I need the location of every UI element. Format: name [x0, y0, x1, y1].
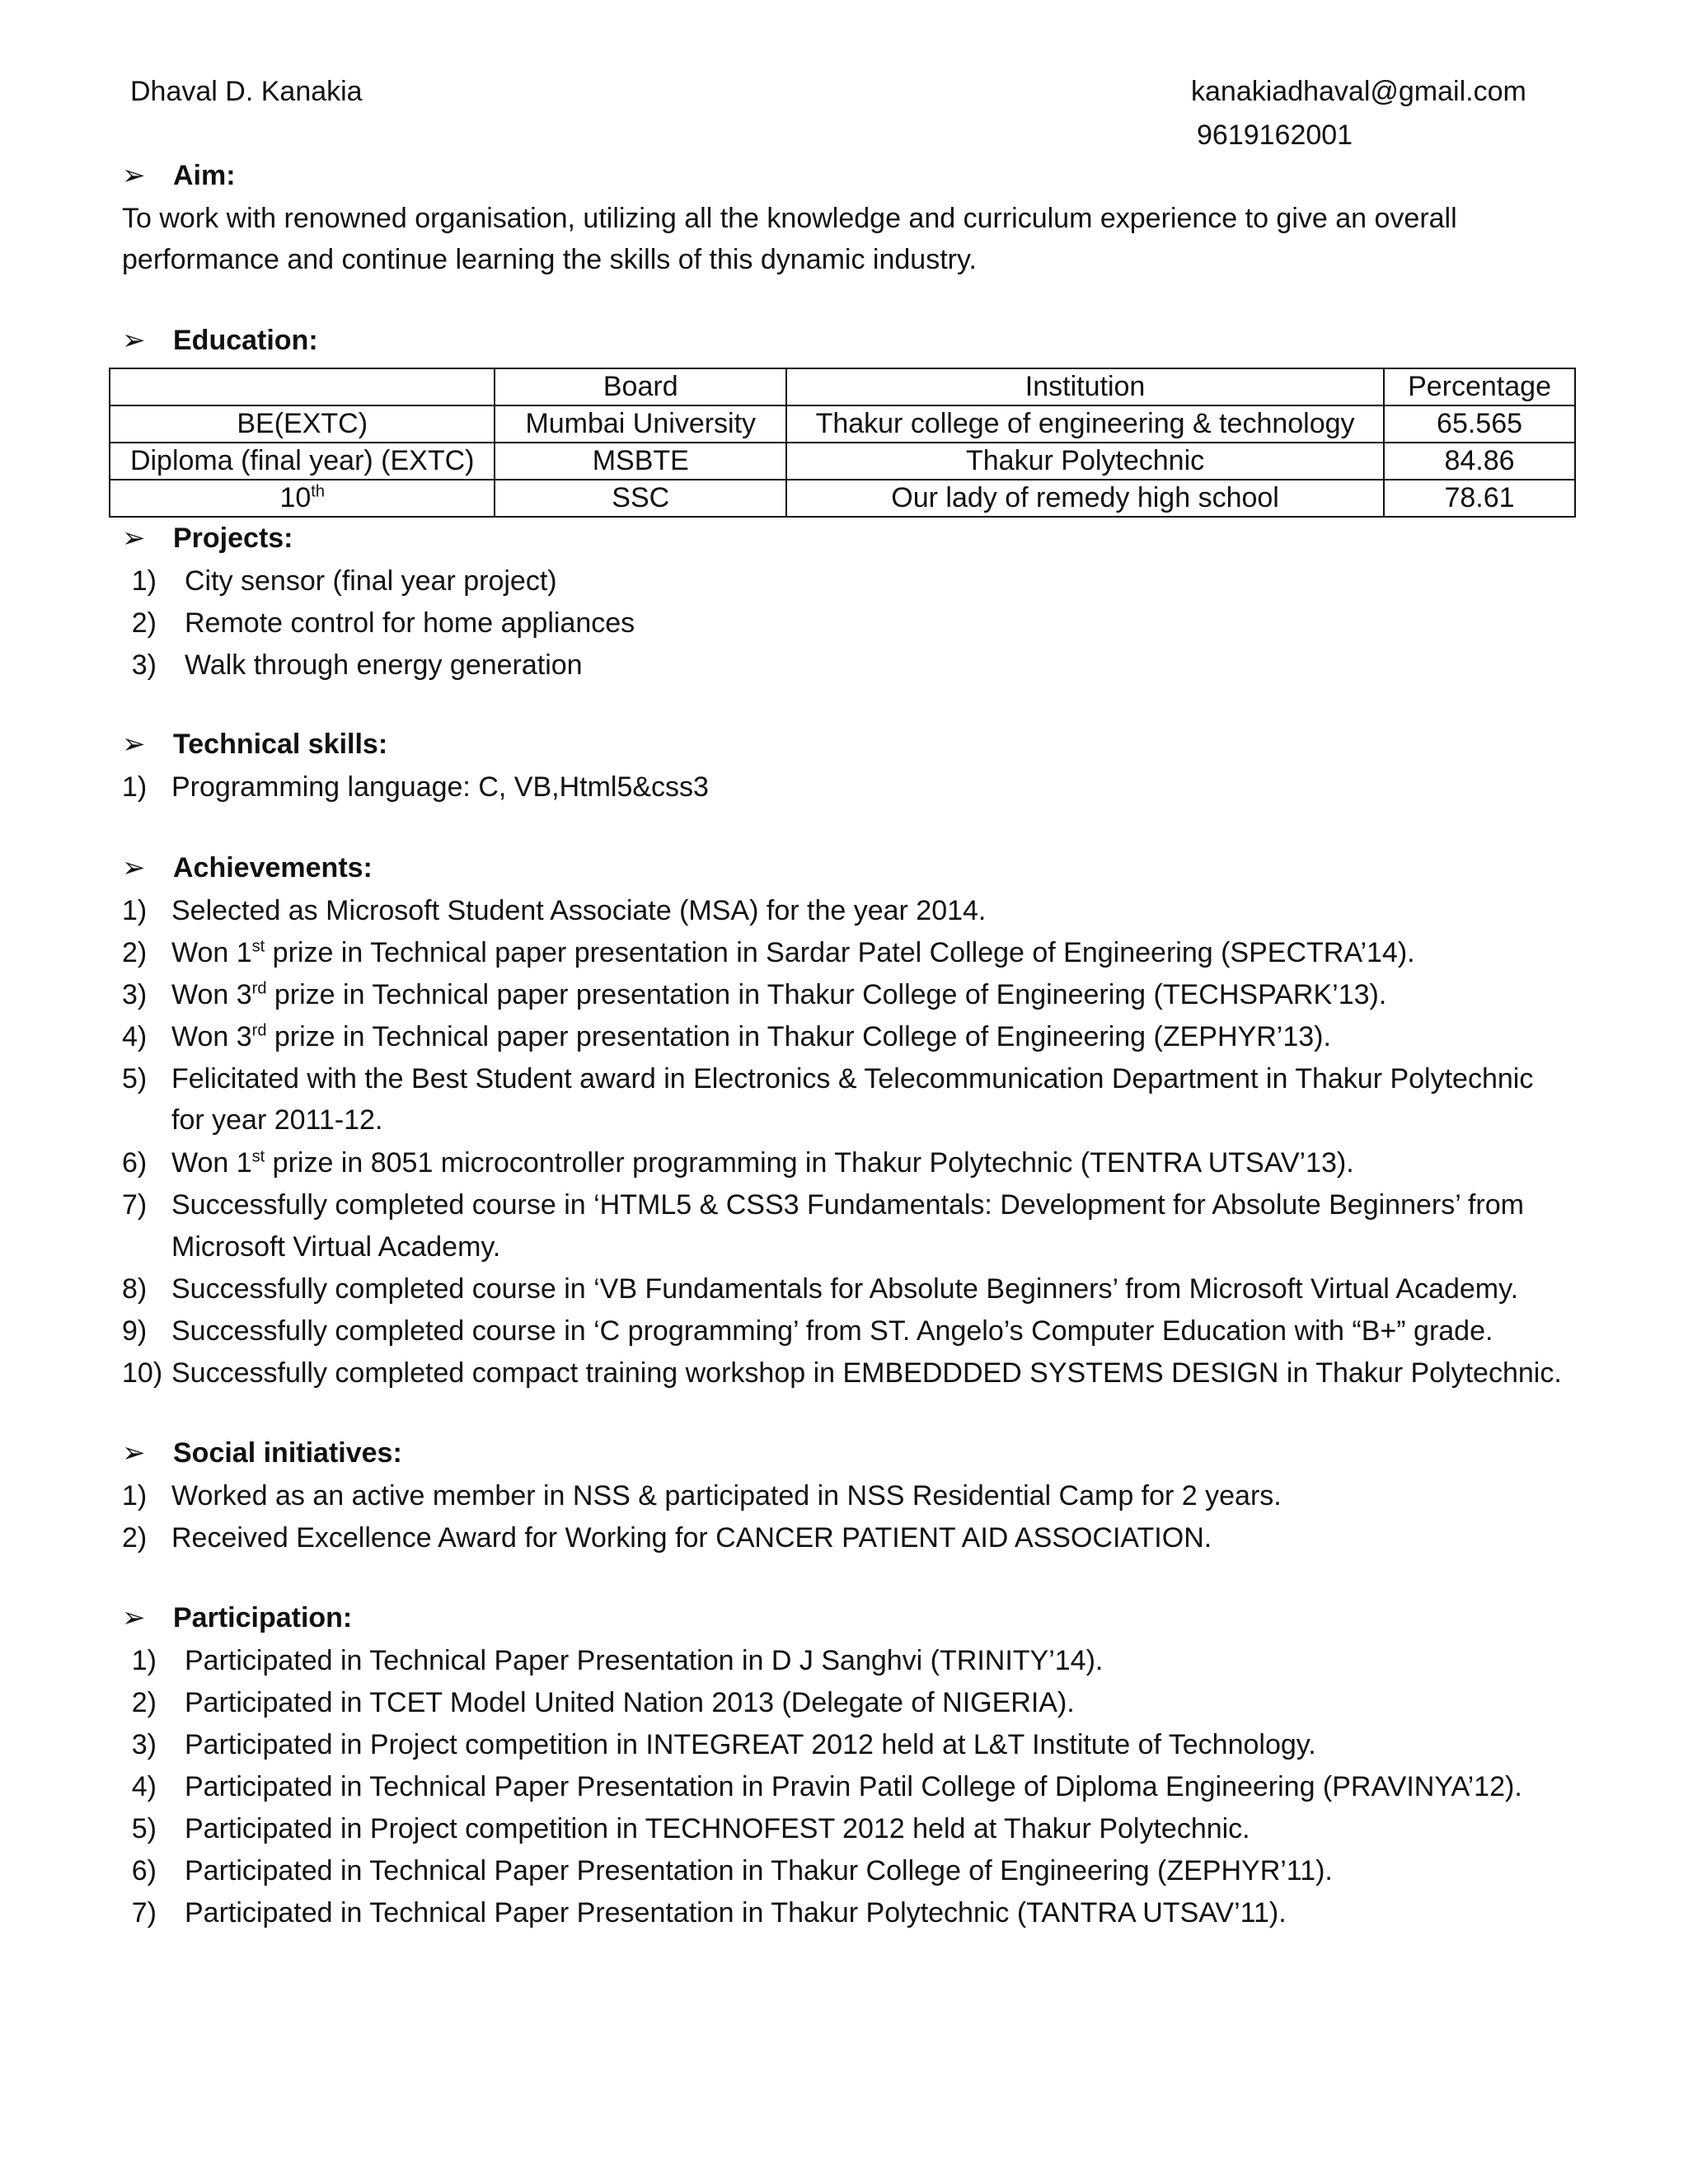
candidate-name: Dhaval D. Kanakia	[130, 76, 363, 107]
arrow-bullet-icon: ➢	[122, 1437, 146, 1469]
board-cell: Mumbai University	[495, 405, 786, 443]
arrow-bullet-icon: ➢	[122, 729, 146, 760]
table-row	[110, 405, 1575, 443]
institution-cell: Our lady of remedy high school	[786, 480, 1384, 517]
table-header-row	[110, 368, 1575, 405]
arrow-bullet-icon: ➢	[122, 523, 146, 554]
arrow-bullet-icon: ➢	[122, 1602, 146, 1633]
board-cell: SSC	[495, 480, 786, 517]
education-table	[109, 368, 1576, 518]
aim-text: To work with renowned organisation, utilizing all the knowledge and curriculum experience to give an overall performance and continue learning the skills of this dynamic industry.	[122, 203, 1457, 275]
social-initiatives-heading: Social initiatives:	[173, 1437, 402, 1469]
arrow-bullet-icon: ➢	[122, 325, 146, 356]
arrow-bullet-icon: ➢	[122, 852, 146, 883]
arrow-bullet-icon: ➢	[122, 160, 146, 191]
table-row	[110, 443, 1575, 480]
education-heading: Education:	[173, 325, 318, 356]
column-header	[110, 368, 495, 405]
participation-heading: Participation:	[173, 1602, 353, 1633]
percentage-cell: 65.565	[1384, 405, 1575, 443]
projects-heading: Projects:	[173, 523, 293, 554]
column-header-board: Board	[495, 368, 786, 405]
aim-heading: Aim:	[173, 160, 236, 191]
achievements-heading: Achievements:	[173, 852, 373, 883]
percentage-cell: 78.61	[1384, 480, 1575, 517]
course-cell: Diploma (final year) (EXTC)	[110, 443, 495, 480]
board-cell: MSBTE	[495, 443, 786, 480]
course-superscript: th	[311, 482, 325, 501]
course-cell: 10th	[110, 480, 495, 517]
column-header-percentage: Percentage	[1384, 368, 1575, 405]
institution-cell: Thakur college of engineering & technology	[786, 405, 1384, 443]
resume-page: Dhaval D. Kanakia kanakiadhaval@gmail.com 9619162001 ➢ Aim: To work with renowned organisation, utilizing all the knowledge and curriculum experience to give an overall performance and continue learning the skills of this dynamic industry. ➢ Education: Board Institution Percentage BE(EXTC) Mumbai University Thakur college of engineering & technology 65.565 Diploma (final year) (EXTC) MSBTE Thakur Polytechnic 84.86 10th SSC Our lady of remedy high school 78.61 ➢ Projects: 1) City sensor (final year project) 2) Remote control for home appliances 3) Walk through energy generation ➢ Technical skills: 1) Programming language: C, VB,Html5&css3 ➢ Achievements: 1) Selected as Microsoft Student Associate (MSA) for the year 2014. 2) Won 1st prize in Technical paper presentation in Sardar Patel College of Engineering (SPECTRA’14). 3) Won 3rd prize in Technical paper presentation in Thakur College of Engineering (TECHSPARK’13). 4) Won 3rd prize in Technical paper presentation in Thakur College of Engineering (ZEPHYR’13). 5) Felicitated with the Best Student award in Electronics & Telecommunication Department in Thakur Polytechnic for year 2011-12. 6) Won 1st prize in 8051 microcontroller programming in Thakur Polytechnic (TENTRA UTSAV’13). 7) Successfully completed course in ‘HTML5 & CSS3 Fundamentals: Development for Absolute Beginners’ from Microsoft Virtual Academy. 8) Successfully completed course in ‘VB Fundamentals for Absolute Beginners’ from Microsoft Virtual Academy. 9) Successfully completed course in ‘C programming’ from ST. Angelo’s Computer Education with “B+” grade. 10) Successfully completed compact training workshop in EMBEDDDED SYSTEMS DESIGN in Thakur Polytechnic. ➢ Social initiatives: 1) Worked as an active member in NSS & participated in NSS Residential Camp for 2 years. 2) Received Excellence Award for Working for CANCER PATIENT AID ASSOCIATION. ➢ Participation: 1) Participated in Technical Paper Presentation in D J Sanghvi (TRINITY’14). 2) Participated in TCET Model United Nation 2013 (Delegate of NIGERIA). 3) Participated in Project competition in INTEGREAT 2012 held at L&T Institute of Technology. 4) Participated in Technical Paper Presentation in Pravin Patil College of Diploma Engineering (PRAVINYA’12). 5) Participated in Project competition in TECHNOFEST 2012 held at Thakur Polytechnic. 6) Participated in Technical Paper Presentation in Thakur College of Engineering (ZEPHYR’11). 7) Participated in Technical Paper Presentation in Thakur Polytechnic (TANTRA UTSAV’11).	[0, 0, 1688, 2184]
technical-skills-heading: Technical skills:	[173, 729, 388, 760]
course-cell: BE(EXTC)	[110, 405, 495, 443]
institution-cell: Thakur Polytechnic	[786, 443, 1384, 480]
column-header-institution: Institution	[786, 368, 1384, 405]
candidate-email: kanakiadhaval@gmail.com	[1191, 76, 1526, 107]
table-row	[110, 480, 1575, 517]
percentage-cell: 84.86	[1384, 443, 1575, 480]
candidate-phone: 9619162001	[1197, 120, 1353, 151]
